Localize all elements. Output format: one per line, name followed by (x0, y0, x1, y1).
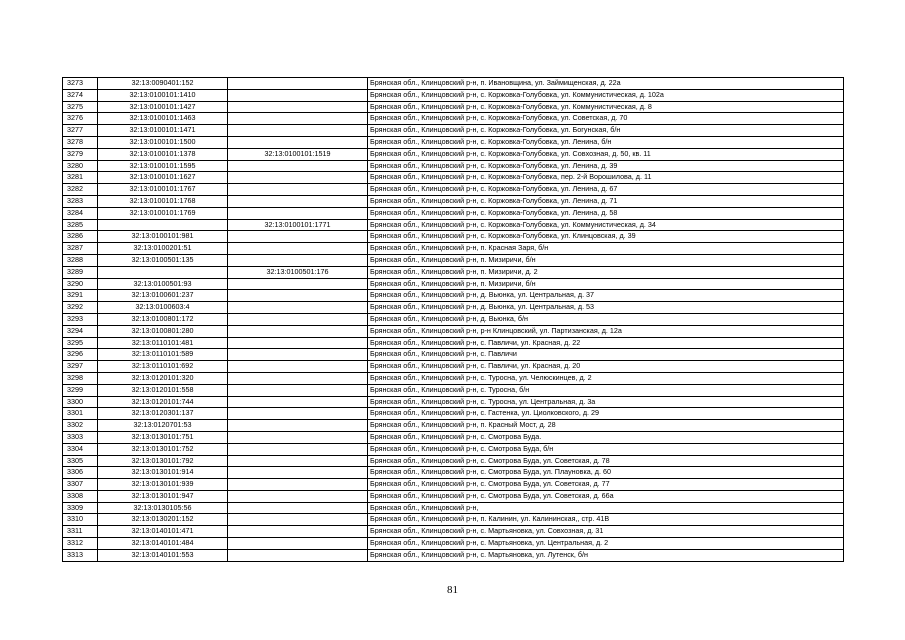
table-row (63, 101, 844, 113)
row-number-cell: 3306 (63, 467, 98, 479)
related-cadastral-number-cell (228, 290, 368, 302)
row-number-cell: 3284 (63, 207, 98, 219)
address-cell: Брянская обл., Клинцовский р-н, (368, 502, 844, 514)
address-cell: Брянская обл., Клинцовский р-н, п. Мизиричи, б/н (368, 278, 844, 290)
cadastral-number-cell (98, 266, 228, 278)
related-cadastral-number-cell (228, 172, 368, 184)
cadastral-number-cell: 32:13:0100101:1378 (98, 148, 228, 160)
row-number-cell: 3302 (63, 420, 98, 432)
table-row (63, 431, 844, 443)
address-cell: Брянская обл., Клинцовский р-н, с. Смотрова Буда. (368, 431, 844, 443)
address-cell: Брянская обл., Клинцовский р-н, с. Смотрова Буда, ул. Советская, д. 78 (368, 455, 844, 467)
row-number-cell: 3299 (63, 384, 98, 396)
table-row (63, 325, 844, 337)
related-cadastral-number-cell (228, 278, 368, 290)
address-cell: Брянская обл., Клинцовский р-н, п. Мизиричи, д. 2 (368, 266, 844, 278)
related-cadastral-number-cell (228, 431, 368, 443)
address-cell: Брянская обл., Клинцовский р-н, с. Гастенка, ул. Циолковского, д. 29 (368, 408, 844, 420)
table-row (63, 89, 844, 101)
related-cadastral-number-cell (228, 302, 368, 314)
table-row (63, 266, 844, 278)
row-number-cell: 3313 (63, 549, 98, 561)
address-cell: Брянская обл., Клинцовский р-н, с. Коржовка-Голубовка, ул. Коммунистическая, д. 8 (368, 101, 844, 113)
table-row (63, 372, 844, 384)
table-row (63, 160, 844, 172)
address-cell: Брянская обл., Клинцовский р-н, с. Коржовка-Голубовка, пер. 2-й Ворошилова, д. 11 (368, 172, 844, 184)
address-cell: Брянская обл., Клинцовский р-н, с. Туросна, ул. Центральная, д. 3а (368, 396, 844, 408)
table-row (63, 467, 844, 479)
row-number-cell: 3280 (63, 160, 98, 172)
row-number-cell: 3303 (63, 431, 98, 443)
row-number-cell: 3311 (63, 526, 98, 538)
cadastral-number-cell: 32:13:0100801:172 (98, 313, 228, 325)
table-row (63, 313, 844, 325)
address-cell: Брянская обл., Клинцовский р-н, с. Смотрова Буда, б/н (368, 443, 844, 455)
cadastral-number-cell: 32:13:0120701:53 (98, 420, 228, 432)
table-row (63, 455, 844, 467)
row-number-cell: 3278 (63, 136, 98, 148)
related-cadastral-number-cell (228, 514, 368, 526)
table-row (63, 408, 844, 420)
row-number-cell: 3301 (63, 408, 98, 420)
address-cell: Брянская обл., Клинцовский р-н, п. Красная Заря, б/н (368, 243, 844, 255)
address-cell: Брянская обл., Клинцовский р-н, с. Коржовка-Голубовка, ул. Ленина, д. 71 (368, 195, 844, 207)
related-cadastral-number-cell (228, 349, 368, 361)
table-row (63, 148, 844, 160)
address-cell: Брянская обл., Клинцовский р-н, с. Павличи, ул. Красная, д. 20 (368, 361, 844, 373)
cadastral-number-cell (98, 219, 228, 231)
cadastral-number-cell: 32:13:0110101:481 (98, 337, 228, 349)
cadastral-number-cell: 32:13:0100101:1410 (98, 89, 228, 101)
cadastral-number-cell: 32:13:0120301:137 (98, 408, 228, 420)
address-cell: Брянская обл., Клинцовский р-н, с. Коржовка-Голубовка, ул. Ленина, д. 67 (368, 184, 844, 196)
address-cell: Брянская обл., Клинцовский р-н, с. Коржовка-Голубовка, ул. Коммунистическая, д. 34 (368, 219, 844, 231)
table-row (63, 172, 844, 184)
related-cadastral-number-cell (228, 549, 368, 561)
cadastral-number-cell: 32:13:0100801:280 (98, 325, 228, 337)
row-number-cell: 3298 (63, 372, 98, 384)
address-cell: Брянская обл., Клинцовский р-н, с. Смотрова Буда, ул. Советская, д. 66а (368, 490, 844, 502)
cadastral-number-cell: 32:13:0130101:792 (98, 455, 228, 467)
address-cell: Брянская обл., Клинцовский р-н, п. Ивановщина, ул. Займищенская, д. 22а (368, 78, 844, 90)
address-cell: Брянская обл., Клинцовский р-н, п. Калинин, ул. Калининская,, стр. 41В (368, 514, 844, 526)
cadastral-number-cell: 32:13:0130101:947 (98, 490, 228, 502)
address-cell: Брянская обл., Клинцовский р-н, с. Коржовка-Голубовка, ул. Ленина, б/н (368, 136, 844, 148)
row-number-cell: 3288 (63, 254, 98, 266)
row-number-cell: 3285 (63, 219, 98, 231)
address-cell: Брянская обл., Клинцовский р-н, с. Коржовка-Голубовка, ул. Ленина, д. 39 (368, 160, 844, 172)
related-cadastral-number-cell (228, 254, 368, 266)
address-cell: Брянская обл., Клинцовский р-н, с. Мартьяновка, ул. Совхозная, д. 31 (368, 526, 844, 538)
cadastral-number-cell: 32:13:0100101:1769 (98, 207, 228, 219)
cadastral-number-cell: 32:13:0100101:1627 (98, 172, 228, 184)
address-cell: Брянская обл., Клинцовский р-н, с. Павличи, ул. Красная, д. 22 (368, 337, 844, 349)
cadastral-number-cell: 32:13:0120101:320 (98, 372, 228, 384)
cadastral-number-cell: 32:13:0100201:51 (98, 243, 228, 255)
table-row (63, 125, 844, 137)
related-cadastral-number-cell (228, 502, 368, 514)
table-row (63, 278, 844, 290)
table-row (63, 254, 844, 266)
related-cadastral-number-cell (228, 420, 368, 432)
table-row (63, 349, 844, 361)
address-cell: Брянская обл., Клинцовский р-н, с. Мартьяновка, ул. Центральная, д. 2 (368, 538, 844, 550)
row-number-cell: 3282 (63, 184, 98, 196)
cadastral-number-cell: 32:13:0110101:692 (98, 361, 228, 373)
row-number-cell: 3277 (63, 125, 98, 137)
table-row (63, 361, 844, 373)
row-number-cell: 3300 (63, 396, 98, 408)
table-row (63, 538, 844, 550)
cadastral-number-cell: 32:13:0100101:1500 (98, 136, 228, 148)
related-cadastral-number-cell (228, 337, 368, 349)
address-cell: Брянская обл., Клинцовский р-н, с. Коржовка-Голубовка, ул. Клинцовская, д. 39 (368, 231, 844, 243)
related-cadastral-number-cell (228, 538, 368, 550)
row-number-cell: 3297 (63, 361, 98, 373)
row-number-cell: 3290 (63, 278, 98, 290)
related-cadastral-number-cell (228, 160, 368, 172)
address-cell: Брянская обл., Клинцовский р-н, с. Коржовка-Голубовка, ул. Ленина, д. 58 (368, 207, 844, 219)
cadastral-number-cell: 32:13:0110101:589 (98, 349, 228, 361)
row-number-cell: 3309 (63, 502, 98, 514)
address-cell: Брянская обл., Клинцовский р-н, д. Вьюнка, ул. Центральная, д. 53 (368, 302, 844, 314)
row-number-cell: 3292 (63, 302, 98, 314)
row-number-cell: 3273 (63, 78, 98, 90)
table-row (63, 219, 844, 231)
cadastral-number-cell: 32:13:0100501:93 (98, 278, 228, 290)
cadastral-number-cell: 32:13:0130201:152 (98, 514, 228, 526)
row-number-cell: 3279 (63, 148, 98, 160)
related-cadastral-number-cell: 32:13:0100101:1771 (228, 219, 368, 231)
row-number-cell: 3312 (63, 538, 98, 550)
table-row (63, 502, 844, 514)
related-cadastral-number-cell (228, 136, 368, 148)
related-cadastral-number-cell (228, 372, 368, 384)
address-cell: Брянская обл., Клинцовский р-н, п. Мизиричи, б/н (368, 254, 844, 266)
table-row (63, 136, 844, 148)
cadastral-number-cell: 32:13:0130105:56 (98, 502, 228, 514)
row-number-cell: 3305 (63, 455, 98, 467)
row-number-cell: 3274 (63, 89, 98, 101)
cadastral-number-cell: 32:13:0140101:484 (98, 538, 228, 550)
related-cadastral-number-cell (228, 396, 368, 408)
related-cadastral-number-cell (228, 195, 368, 207)
related-cadastral-number-cell (228, 231, 368, 243)
cadastral-number-cell: 32:13:0100101:1471 (98, 125, 228, 137)
row-number-cell: 3304 (63, 443, 98, 455)
address-cell: Брянская обл., Клинцовский р-н, с. Мартьяновка, ул. Лутенск, б/н (368, 549, 844, 561)
table-row (63, 78, 844, 90)
address-cell: Брянская обл., Клинцовский р-н, д. Вьюнка, ул. Центральная, д. 37 (368, 290, 844, 302)
cadastral-number-cell: 32:13:0130101:752 (98, 443, 228, 455)
table-row (63, 490, 844, 502)
cadastral-number-cell: 32:13:0100101:1595 (98, 160, 228, 172)
related-cadastral-number-cell (228, 361, 368, 373)
row-number-cell: 3286 (63, 231, 98, 243)
related-cadastral-number-cell (228, 207, 368, 219)
address-cell: Брянская обл., Клинцовский р-н, р-н Клинцовский, ул. Партизанская, д. 12а (368, 325, 844, 337)
cadastral-number-cell: 32:13:0130101:939 (98, 479, 228, 491)
cadastral-number-cell: 32:13:0140101:553 (98, 549, 228, 561)
table-row (63, 302, 844, 314)
address-cell: Брянская обл., Клинцовский р-н, с. Коржовка-Голубовка, ул. Советская, д. 70 (368, 113, 844, 125)
related-cadastral-number-cell (228, 113, 368, 125)
related-cadastral-number-cell (228, 526, 368, 538)
cadastral-number-cell: 32:13:0100101:1768 (98, 195, 228, 207)
table-row (63, 384, 844, 396)
related-cadastral-number-cell (228, 467, 368, 479)
row-number-cell: 3276 (63, 113, 98, 125)
cadastral-number-cell: 32:13:0140101:471 (98, 526, 228, 538)
row-number-cell: 3283 (63, 195, 98, 207)
cadastral-number-cell: 32:13:0130101:751 (98, 431, 228, 443)
cadastral-number-cell: 32:13:0100101:1767 (98, 184, 228, 196)
address-cell: Брянская обл., Клинцовский р-н, с. Коржовка-Голубовка, ул. Богунская, б/н (368, 125, 844, 137)
related-cadastral-number-cell (228, 243, 368, 255)
address-cell: Брянская обл., Клинцовский р-н, с. Туросна, б/н (368, 384, 844, 396)
row-number-cell: 3295 (63, 337, 98, 349)
cadastral-number-cell: 32:13:0100101:981 (98, 231, 228, 243)
row-number-cell: 3307 (63, 479, 98, 491)
table-row (63, 113, 844, 125)
address-cell: Брянская обл., Клинцовский р-н, с. Коржовка-Голубовка, ул. Совхозная, д. 50, кв. 11 (368, 148, 844, 160)
cadastral-number-cell: 32:13:0120101:558 (98, 384, 228, 396)
related-cadastral-number-cell (228, 101, 368, 113)
table-row (63, 514, 844, 526)
table-row (63, 549, 844, 561)
table-row (63, 526, 844, 538)
table-row (63, 337, 844, 349)
row-number-cell: 3291 (63, 290, 98, 302)
row-number-cell: 3281 (63, 172, 98, 184)
related-cadastral-number-cell (228, 479, 368, 491)
cadastral-number-cell: 32:13:0100101:1463 (98, 113, 228, 125)
table-row (63, 243, 844, 255)
related-cadastral-number-cell: 32:13:0100501:176 (228, 266, 368, 278)
row-number-cell: 3293 (63, 313, 98, 325)
related-cadastral-number-cell (228, 325, 368, 337)
row-number-cell: 3275 (63, 101, 98, 113)
table-row (63, 396, 844, 408)
row-number-cell: 3308 (63, 490, 98, 502)
related-cadastral-number-cell (228, 78, 368, 90)
row-number-cell: 3296 (63, 349, 98, 361)
related-cadastral-number-cell (228, 408, 368, 420)
table-row (63, 231, 844, 243)
table-row (63, 443, 844, 455)
related-cadastral-number-cell (228, 89, 368, 101)
address-cell: Брянская обл., Клинцовский р-н, с. Смотрова Буда, ул. Советская, д. 77 (368, 479, 844, 491)
cadastral-number-cell: 32:13:0090401:152 (98, 78, 228, 90)
address-cell: Брянская обл., Клинцовский р-н, с. Павличи (368, 349, 844, 361)
row-number-cell: 3294 (63, 325, 98, 337)
cadastral-number-cell: 32:13:0130101:914 (98, 467, 228, 479)
cadastral-number-cell: 32:13:0100601:237 (98, 290, 228, 302)
related-cadastral-number-cell (228, 384, 368, 396)
row-number-cell: 3310 (63, 514, 98, 526)
table-row (63, 290, 844, 302)
page-number: 81 (447, 584, 458, 596)
table-row (63, 184, 844, 196)
table-body (63, 78, 844, 562)
related-cadastral-number-cell (228, 184, 368, 196)
row-number-cell: 3287 (63, 243, 98, 255)
related-cadastral-number-cell (228, 455, 368, 467)
address-cell: Брянская обл., Клинцовский р-н, с. Коржовка-Голубовка, ул. Коммунистическая, д. 102а (368, 89, 844, 101)
table-row (63, 195, 844, 207)
table-row (63, 420, 844, 432)
row-number-cell: 3289 (63, 266, 98, 278)
related-cadastral-number-cell (228, 490, 368, 502)
related-cadastral-number-cell (228, 125, 368, 137)
address-cell: Брянская обл., Клинцовский р-н, с. Смотрова Буда, ул. Плауновка, д. 60 (368, 467, 844, 479)
cadastral-number-cell: 32:13:0100501:135 (98, 254, 228, 266)
cadastral-number-cell: 32:13:0100603:4 (98, 302, 228, 314)
table-row (63, 479, 844, 491)
address-cell: Брянская обл., Клинцовский р-н, с. Туросна, ул. Челюскинцев, д. 2 (368, 372, 844, 384)
related-cadastral-number-cell: 32:13:0100101:1519 (228, 148, 368, 160)
address-cell: Брянская обл., Клинцовский р-н, п. Красный Мост, д. 28 (368, 420, 844, 432)
related-cadastral-number-cell (228, 443, 368, 455)
cadastral-number-cell: 32:13:0100101:1427 (98, 101, 228, 113)
address-cell: Брянская обл., Клинцовский р-н, д. Вьюнка, б/н (368, 313, 844, 325)
document-table (62, 77, 844, 562)
table-row (63, 207, 844, 219)
cadastral-number-cell: 32:13:0120101:744 (98, 396, 228, 408)
related-cadastral-number-cell (228, 313, 368, 325)
